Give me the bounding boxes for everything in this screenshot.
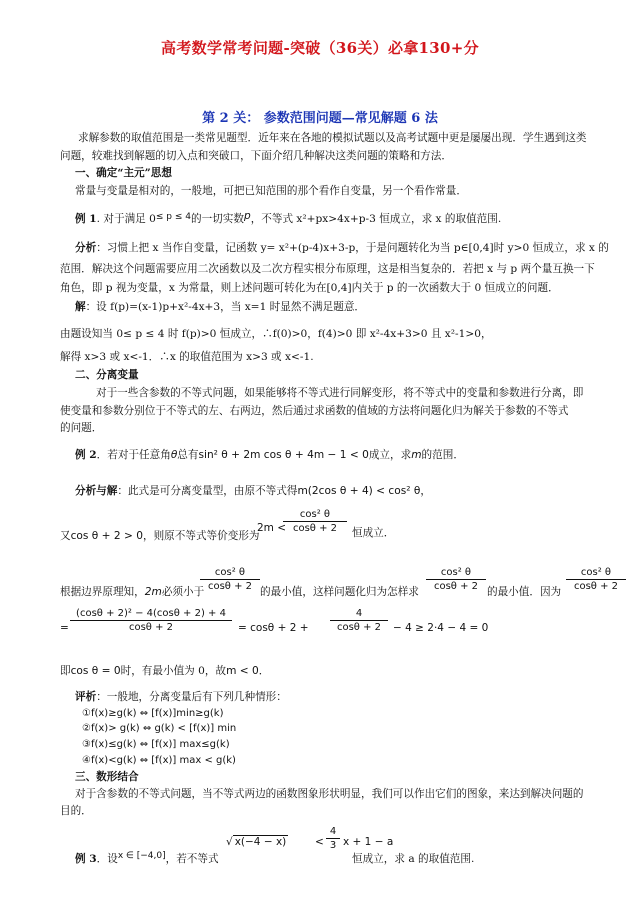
example3-lt: < bbox=[315, 836, 324, 848]
example3-part-a: ．设 bbox=[96, 853, 118, 865]
analysis1-line-2: 范围．解决这个问题需要应用二次函数以及二次方程实根分布原理，这是相当复杂的．若把 x 与 p 两个量互换一下 bbox=[60, 263, 595, 275]
example2-inequality: sin² θ + 2m cos θ + 4m − 1 < 0 bbox=[198, 449, 369, 461]
solution1-line-2: 由题设知当 0≤ p ≤ 4 时 f(p)>0 恒成立，∴f(0)>0，f(4)>0 即 x²-4x+3>0 且 x²-1>0， bbox=[60, 328, 492, 340]
min-text: 时，有最小值为 0，故 bbox=[120, 665, 227, 677]
example3-fraction-numerator: 4 bbox=[329, 826, 337, 837]
example3-sqrt: √ x(−4 − x) bbox=[226, 836, 287, 848]
border-fraction-2-denominator: cosθ + 2 bbox=[433, 581, 479, 592]
example3-radicand: x(−4 − x) bbox=[234, 836, 287, 848]
border-text-b: 必须小于 bbox=[161, 586, 205, 598]
equation-prefix: = bbox=[60, 622, 69, 634]
border-fraction-3 bbox=[566, 567, 626, 592]
equation-tail: − 4 ≥ 2·4 − 4 = 0 bbox=[393, 622, 489, 634]
border-fraction-1-denominator: cosθ + 2 bbox=[207, 581, 253, 592]
analysis1-line-3: 角色，即 p 视为变量，x 为常量，则上述问题可转化为在[0,4]内关于 p 的一次函数大于 0 恒成立的问题． bbox=[60, 282, 559, 294]
example3-fraction-denominator: 3 bbox=[329, 840, 337, 851]
comment-line bbox=[75, 690, 287, 704]
ineq-left: 2m < bbox=[257, 522, 287, 534]
example1-part-b: 的一切实数 bbox=[190, 213, 244, 225]
analysis2-line bbox=[75, 484, 431, 498]
ineq-fraction-numerator: cos² θ bbox=[299, 509, 331, 520]
border-line-a bbox=[60, 585, 204, 599]
analysis1-label: 分析 bbox=[75, 242, 97, 254]
intro-line-2: 问题，较难找到解题的切入点和突破口，下面介绍几种解决这类问题的策略和方法． bbox=[60, 150, 452, 162]
border-text-c: 的最小值，这样问题化归为怎样求 bbox=[260, 586, 419, 598]
document-title: 高考数学常考问题-突破（36关）必拿130+分 bbox=[161, 39, 479, 57]
example1-condition: ≤ p ≤ 4 bbox=[155, 212, 191, 222]
example2-label: 例 2 bbox=[75, 449, 97, 461]
analysis2-end: ， bbox=[420, 485, 431, 497]
example2-part-d: 的范围． bbox=[421, 449, 464, 461]
border-2m: 2m bbox=[144, 586, 162, 598]
ineq-fraction-bar bbox=[283, 521, 347, 522]
case-1: ①f(x)≥g(k) ⇔ [f(x)]min≥g(k) bbox=[82, 708, 224, 719]
analysis1-line-1 bbox=[75, 241, 609, 255]
border-text-a: 根据边界原理知， bbox=[60, 586, 145, 598]
comment-text: ：一般地，分离变量后有下列几种情形： bbox=[96, 691, 287, 703]
example3-domain: x ∈ [−4,0] bbox=[117, 851, 166, 861]
section2-para-2: 使变量和参数分别位于不等式的左、右两边，然后通过求函数的值域的方法将问题化归为解关于参数的不等式 bbox=[60, 405, 569, 417]
example2-part-a: ．若对于任意角 bbox=[96, 449, 171, 461]
min-result: m < 0 bbox=[226, 665, 259, 677]
section2-para-1: 对于一些含参数的不等式问题，如果能够将不等式进行同解变形，将不等式中的变量和参数进行分离，即 bbox=[96, 387, 584, 399]
analysis2-label: 分析与解 bbox=[75, 485, 118, 497]
equation-small-fraction bbox=[330, 608, 388, 633]
example1-label: 例 1 bbox=[75, 213, 97, 225]
border-fraction-1-numerator: cos² θ bbox=[214, 567, 246, 578]
example1-part-a: . 对于满足 0 bbox=[96, 213, 156, 225]
also-prefix: 又 bbox=[60, 530, 71, 542]
border-fraction-3-numerator: cos² θ bbox=[580, 567, 612, 578]
also-text: ，则原不等式等价变形为 bbox=[142, 530, 260, 542]
analysis1-text-1: ：习惯上把 x 当作自变量，记函数 y= x²+(p-4)x+3-p，于是问题转化为当 p∈[0,4]时 y>0 恒成立，求 x 的 bbox=[96, 242, 609, 254]
min-value-line bbox=[60, 664, 269, 678]
section3-heading: 三、数形结合 bbox=[75, 771, 139, 783]
equation-main-fraction bbox=[70, 608, 232, 633]
border-fraction-1 bbox=[200, 567, 260, 592]
example1-part-c: ，不等式 x²+px>4x+p-3 恒成立，求 x 的取值范围. bbox=[250, 213, 502, 225]
comment-label: 评析 bbox=[75, 691, 97, 703]
example2-theta: θ bbox=[170, 449, 178, 461]
equation-main-bar bbox=[70, 620, 232, 621]
section2-para-3: 的问题． bbox=[60, 422, 103, 434]
example2-m: m bbox=[411, 449, 422, 461]
case-2: ②f(x)> g(k) ⇔ g(k) < [f(x)] min bbox=[82, 723, 237, 734]
equation-main-numerator: (cosθ + 2)² − 4(cosθ + 2) + 4 bbox=[76, 608, 226, 619]
example3-rest: x + 1 − a bbox=[343, 836, 394, 848]
equation-small-numerator: 4 bbox=[355, 608, 363, 619]
min-prefix: 即 bbox=[60, 665, 71, 677]
solution1-line-3: 解得 x>3 或 x<-1．∴x 的取值范围为 x>3 或 x<-1. bbox=[60, 351, 314, 363]
solution1-label: 解 bbox=[75, 301, 86, 313]
example1-line bbox=[75, 209, 501, 226]
min-condition: cos θ = 0 bbox=[70, 665, 121, 677]
also-line bbox=[60, 529, 260, 543]
analysis2-inequality: m(2cos θ + 4) < cos² θ bbox=[297, 485, 421, 497]
equation-main-denominator: cosθ + 2 bbox=[128, 622, 174, 633]
example2-part-b: 总有 bbox=[177, 449, 199, 461]
border-fraction-2 bbox=[426, 567, 486, 592]
equation-small-bar bbox=[330, 620, 388, 621]
example1-p: p bbox=[243, 210, 251, 222]
example3-line bbox=[75, 849, 219, 866]
min-end: ． bbox=[258, 665, 270, 677]
example3-label: 例 3 bbox=[75, 853, 97, 865]
solution1-text-1: ：设 f(p)=(x-1)p+x²-4x+3，当 x=1 时显然不满足题意． bbox=[85, 301, 366, 313]
border-fraction-2-numerator: cos² θ bbox=[440, 567, 472, 578]
section1-heading: 一、确定“主元”思想 bbox=[75, 167, 172, 179]
border-fraction-3-bar bbox=[566, 579, 626, 580]
section1-text: 常量与变量是相对的，一般地，可把已知范围的那个看作自变量，另一个看作常量． bbox=[75, 185, 467, 197]
case-3: ③f(x)≤g(k) ⇔ [f(x)] max≤g(k) bbox=[82, 739, 230, 750]
example3-part-b: ，若不等式 bbox=[165, 853, 219, 865]
border-fraction-3-denominator: cosθ + 2 bbox=[573, 581, 619, 592]
border-text-d: 的最小值．因为 bbox=[487, 586, 562, 598]
border-fraction-2-bar bbox=[426, 579, 486, 580]
example3-fraction bbox=[326, 826, 340, 851]
equation-middle: = cosθ + 2 + bbox=[238, 622, 309, 634]
solution1-line-1 bbox=[75, 300, 365, 314]
example2-line bbox=[75, 448, 464, 462]
also-condition: cos θ + 2 > 0 bbox=[70, 530, 143, 542]
example3-fraction-bar bbox=[326, 838, 340, 839]
section3-para-2: 目的． bbox=[60, 805, 92, 817]
also-end: 恒成立． bbox=[352, 527, 395, 539]
section3-para-1: 对于含参数的不等式问题，当不等式两边的函数图象形状明显，我们可以作出它们的图象，来达到解决问题的 bbox=[75, 788, 584, 800]
example2-part-c: 成立，求 bbox=[368, 449, 412, 461]
chapter-subtitle: 第 2 关： 参数范围问题—常见解题 6 法 bbox=[202, 111, 438, 126]
analysis2-text: ：此式是可分离变量型，由原不等式得 bbox=[117, 485, 298, 497]
border-fraction-1-bar bbox=[200, 579, 260, 580]
equation-small-denominator: cosθ + 2 bbox=[336, 622, 382, 633]
example3-part-c: 恒成立，求 a 的取值范围. bbox=[352, 853, 475, 865]
ineq-fraction bbox=[283, 509, 347, 534]
section2-heading: 二、分离变量 bbox=[75, 369, 139, 381]
intro-line-1: 求解参数的取值范围是一类常见题型．近年来在各地的模拟试题以及高考试题中更是屡屡出现．学生遇到这类 bbox=[78, 132, 587, 144]
ineq-fraction-denominator: cosθ + 2 bbox=[292, 523, 338, 534]
case-4: ④f(x)<g(k) ⇔ [f(x)] max < g(k) bbox=[82, 755, 236, 766]
